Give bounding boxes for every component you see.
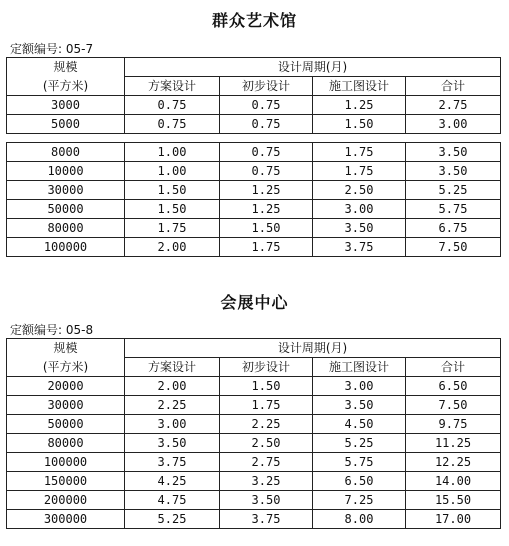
table-row (7, 96, 501, 115)
value-cell: 3.50 (406, 143, 501, 162)
scale-cell: 30000 (7, 181, 125, 200)
value-cell: 3.00 (406, 115, 501, 134)
table-row (7, 491, 501, 510)
value-cell: 5.75 (406, 200, 501, 219)
value-cell: 2.00 (125, 238, 220, 257)
col-header-total: 合计 (406, 358, 501, 377)
scale-header: 规模 (7, 58, 125, 77)
value-cell: 1.25 (313, 96, 406, 115)
value-cell: 4.50 (313, 415, 406, 434)
value-cell: 0.75 (220, 115, 313, 134)
table-row (7, 200, 501, 219)
value-cell: 2.25 (220, 415, 313, 434)
value-cell: 12.25 (406, 453, 501, 472)
value-cell: 1.75 (125, 219, 220, 238)
value-cell: 6.50 (313, 472, 406, 491)
value-cell: 1.00 (125, 143, 220, 162)
scale-cell: 30000 (7, 396, 125, 415)
table-row (7, 219, 501, 238)
table-row (7, 415, 501, 434)
table2-title: 会展中心 (220, 293, 289, 312)
unit-header: (平方米) (7, 358, 125, 377)
value-cell: 3.00 (313, 200, 406, 219)
value-cell: 17.00 (406, 510, 501, 529)
table-subheader-row (7, 77, 501, 96)
value-cell: 5.75 (313, 453, 406, 472)
scale-cell: 8000 (7, 143, 125, 162)
value-cell: 0.75 (125, 96, 220, 115)
table-row (7, 472, 501, 491)
scale-cell: 150000 (7, 472, 125, 491)
table-row (7, 115, 501, 134)
value-cell: 1.50 (313, 115, 406, 134)
col-header-preliminary: 初步设计 (220, 77, 313, 96)
value-cell: 1.50 (125, 181, 220, 200)
value-cell: 2.25 (125, 396, 220, 415)
table-row (7, 162, 501, 181)
table-row (7, 181, 501, 200)
value-cell: 1.75 (220, 396, 313, 415)
value-cell: 1.75 (313, 162, 406, 181)
value-cell: 5.25 (313, 434, 406, 453)
period-header: 设计周期(月) (125, 58, 501, 77)
value-cell: 5.25 (125, 510, 220, 529)
value-cell: 7.25 (313, 491, 406, 510)
col-header-preliminary: 初步设计 (220, 358, 313, 377)
table1-title: 群众艺术馆 (211, 11, 297, 30)
value-cell: 11.25 (406, 434, 501, 453)
table-row (7, 238, 501, 257)
value-cell: 3.75 (313, 238, 406, 257)
table1-rows-second-block (6, 142, 501, 257)
value-cell: 3.00 (125, 415, 220, 434)
table-header-row (7, 339, 501, 358)
value-cell: 1.00 (125, 162, 220, 181)
value-cell: 2.00 (125, 377, 220, 396)
scale-cell: 50000 (7, 200, 125, 219)
col-header-construction: 施工图设计 (313, 358, 406, 377)
scale-cell: 80000 (7, 434, 125, 453)
scale-cell: 300000 (7, 510, 125, 529)
value-cell: 3.50 (125, 434, 220, 453)
value-cell: 14.00 (406, 472, 501, 491)
scale-header: 规模 (7, 339, 125, 358)
table-subheader-row (7, 358, 501, 377)
scale-cell: 5000 (7, 115, 125, 134)
value-cell: 4.25 (125, 472, 220, 491)
table2-code: 定额编号: 05-8 (10, 323, 94, 337)
value-cell: 7.50 (406, 238, 501, 257)
table-row (7, 510, 501, 529)
value-cell: 1.75 (313, 143, 406, 162)
table1-code: 定额编号: 05-7 (10, 42, 94, 56)
value-cell: 3.50 (313, 219, 406, 238)
value-cell: 1.75 (220, 238, 313, 257)
value-cell: 1.50 (220, 219, 313, 238)
value-cell: 1.50 (220, 377, 313, 396)
table-row (7, 377, 501, 396)
scale-cell: 50000 (7, 415, 125, 434)
scale-cell: 20000 (7, 377, 125, 396)
value-cell: 9.75 (406, 415, 501, 434)
value-cell: 6.75 (406, 219, 501, 238)
value-cell: 1.50 (125, 200, 220, 219)
scale-cell: 80000 (7, 219, 125, 238)
value-cell: 6.50 (406, 377, 501, 396)
value-cell: 1.25 (220, 200, 313, 219)
value-cell: 3.00 (313, 377, 406, 396)
scale-cell: 100000 (7, 238, 125, 257)
value-cell: 2.75 (220, 453, 313, 472)
table-row (7, 143, 501, 162)
value-cell: 4.75 (125, 491, 220, 510)
table-row (7, 396, 501, 415)
scale-cell: 100000 (7, 453, 125, 472)
table2 (6, 338, 501, 529)
period-header: 设计周期(月) (125, 339, 501, 358)
table-row (7, 453, 501, 472)
value-cell: 3.50 (220, 491, 313, 510)
table1-header-and-first-rows (6, 57, 501, 134)
value-cell: 0.75 (220, 162, 313, 181)
value-cell: 1.25 (220, 181, 313, 200)
scale-cell: 10000 (7, 162, 125, 181)
value-cell: 2.75 (406, 96, 501, 115)
scale-cell: 200000 (7, 491, 125, 510)
value-cell: 0.75 (220, 143, 313, 162)
unit-header: (平方米) (7, 77, 125, 96)
table-row (7, 434, 501, 453)
value-cell: 3.75 (220, 510, 313, 529)
value-cell: 0.75 (220, 96, 313, 115)
value-cell: 2.50 (313, 181, 406, 200)
table-header-row (7, 58, 501, 77)
value-cell: 5.25 (406, 181, 501, 200)
value-cell: 3.25 (220, 472, 313, 491)
col-header-total: 合计 (406, 77, 501, 96)
value-cell: 3.75 (125, 453, 220, 472)
col-header-scheme: 方案设计 (125, 358, 220, 377)
value-cell: 3.50 (313, 396, 406, 415)
value-cell: 15.50 (406, 491, 501, 510)
value-cell: 8.00 (313, 510, 406, 529)
value-cell: 3.50 (406, 162, 501, 181)
value-cell: 0.75 (125, 115, 220, 134)
scale-cell: 3000 (7, 96, 125, 115)
value-cell: 2.50 (220, 434, 313, 453)
col-header-scheme: 方案设计 (125, 77, 220, 96)
col-header-construction: 施工图设计 (313, 77, 406, 96)
value-cell: 7.50 (406, 396, 501, 415)
